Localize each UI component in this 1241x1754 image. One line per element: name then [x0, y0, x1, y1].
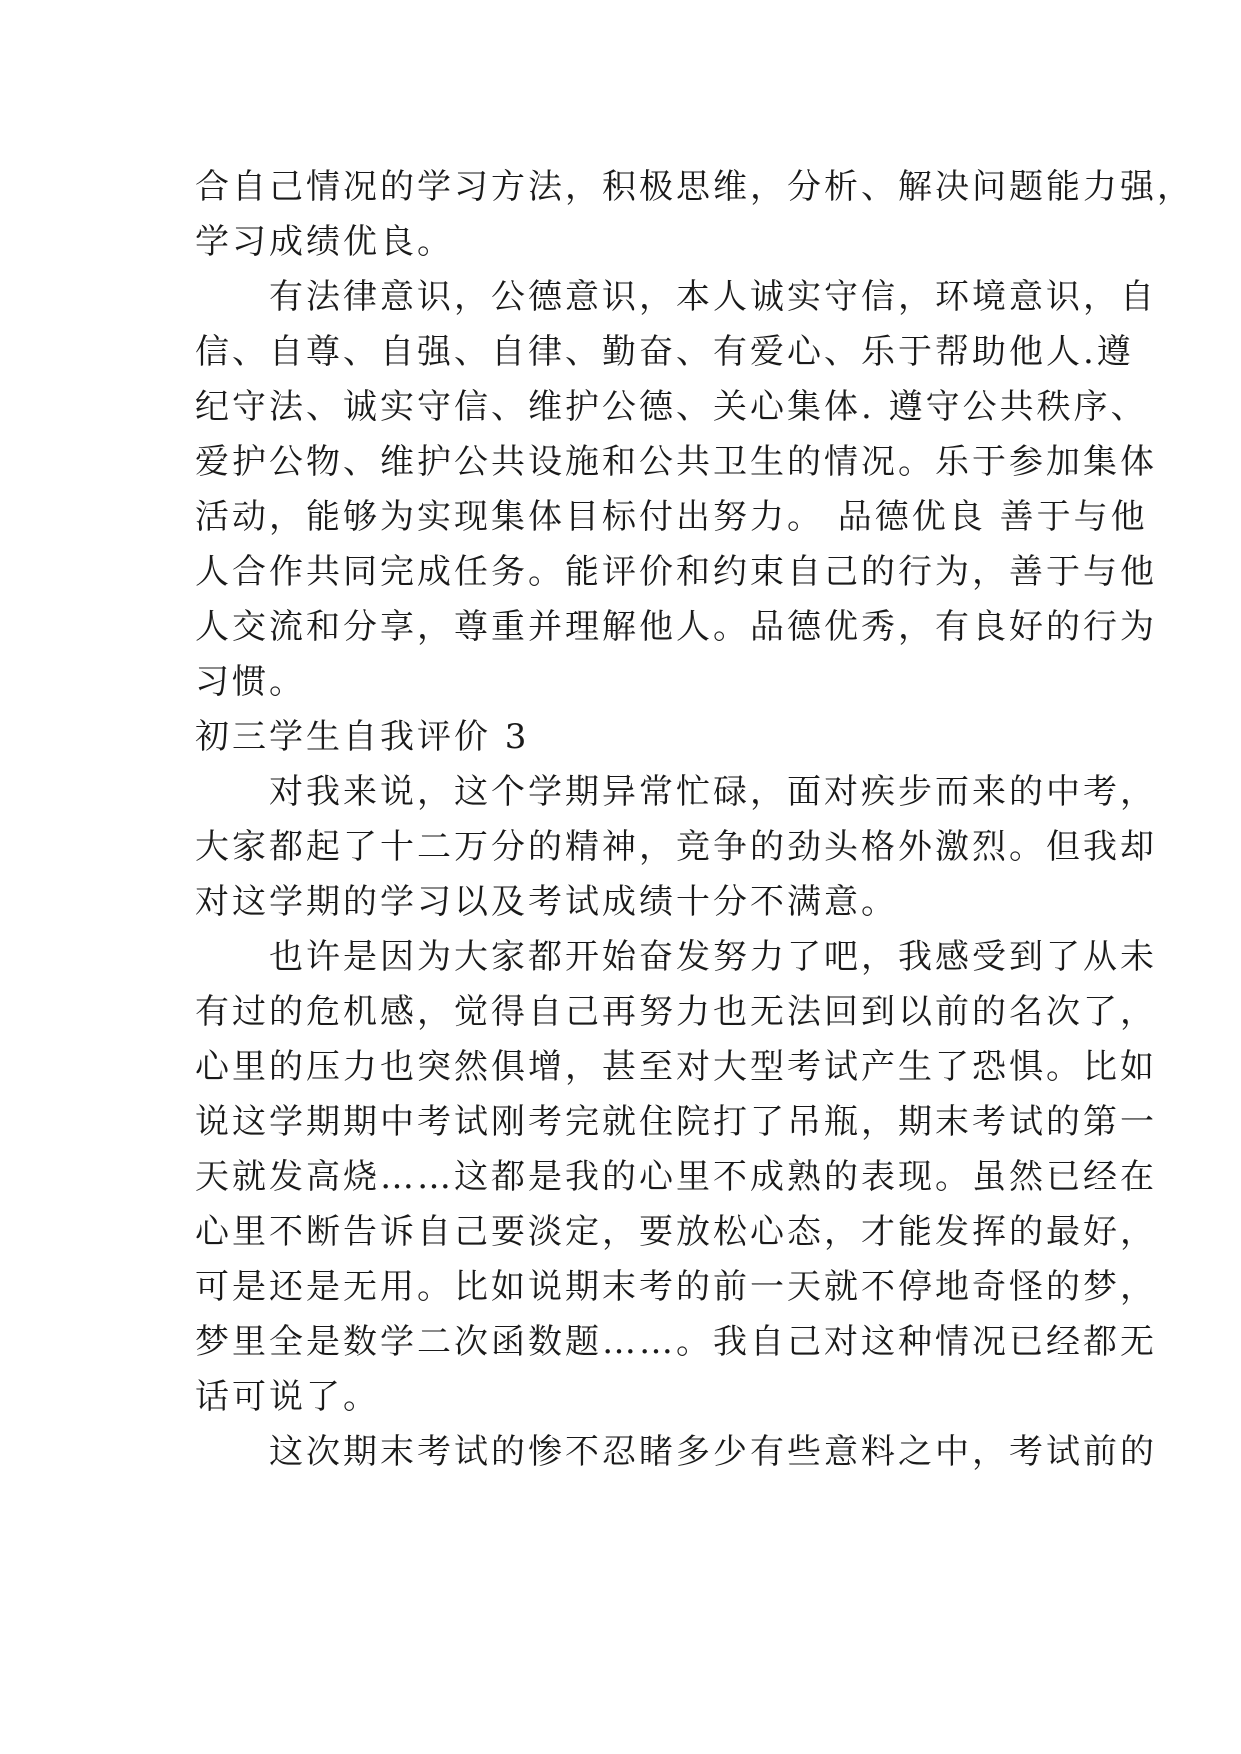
text-line: 说这学期期中考试刚考完就住院打了吊瓶，期末考试的第一: [195, 1102, 1157, 1142]
text-line: 心里的压力也突然俱增，甚至对大型考试产生了恐惧。比如: [195, 1047, 1157, 1087]
text-line: 对这学期的学习以及考试成绩十分不满意。: [195, 882, 898, 922]
text-line: 合自己情况的学习方法，积极思维，分析、解决问题能力强，: [195, 167, 1194, 207]
text-line: 有法律意识，公德意识，本人诚实守信，环境意识，自: [195, 277, 1157, 317]
text-line: 人交流和分享，尊重并理解他人。品德优秀，有良好的行为: [195, 607, 1157, 647]
body-text: [195, 160, 1194, 1480]
text-line: 纪守法、诚实守信、维护公德、关心集体. 遵守公共秩序、: [195, 387, 1148, 427]
text-line: 信、自尊、自强、自律、勤奋、有爱心、乐于帮助他人.遵: [195, 332, 1134, 372]
text-line: 对我来说，这个学期异常忙碌，面对疾步而来的中考，: [195, 772, 1157, 812]
text-line: 人合作共同完成任务。能评价和约束自己的行为，善于与他: [195, 552, 1157, 592]
text-line: 有过的危机感，觉得自己再努力也无法回到以前的名次了，: [195, 992, 1157, 1032]
text-line: 这次期末考试的惨不忍睹多少有些意料之中，考试前的: [195, 1432, 1157, 1472]
text-line: 爱护公物、维护公共设施和公共卫生的情况。乐于参加集体: [195, 442, 1157, 482]
text-line: 可是还是无用。比如说期末考的前一天就不停地奇怪的梦，: [195, 1267, 1157, 1307]
text-line: 话可说了。: [195, 1377, 380, 1417]
text-line: 习惯。: [195, 662, 306, 702]
text-line: 心里不断告诉自己要淡定，要放松心态，才能发挥的最好，: [195, 1212, 1157, 1252]
section-heading: 初三学生自我评价 3: [195, 717, 530, 757]
text-line: 活动，能够为实现集体目标付出努力。 品德优良 善于与他: [195, 497, 1148, 537]
text-line: 也许是因为大家都开始奋发努力了吧，我感受到了从未: [195, 937, 1157, 977]
text-line: 大家都起了十二万分的精神，竞争的劲头格外激烈。但我却: [195, 827, 1157, 867]
text-line: 天就发高烧……这都是我的心里不成熟的表现。虽然已经在: [195, 1157, 1157, 1197]
text-line: 学习成绩优良。: [195, 222, 454, 262]
text-line: 梦里全是数学二次函数题……。我自己对这种情况已经都无: [195, 1322, 1157, 1362]
